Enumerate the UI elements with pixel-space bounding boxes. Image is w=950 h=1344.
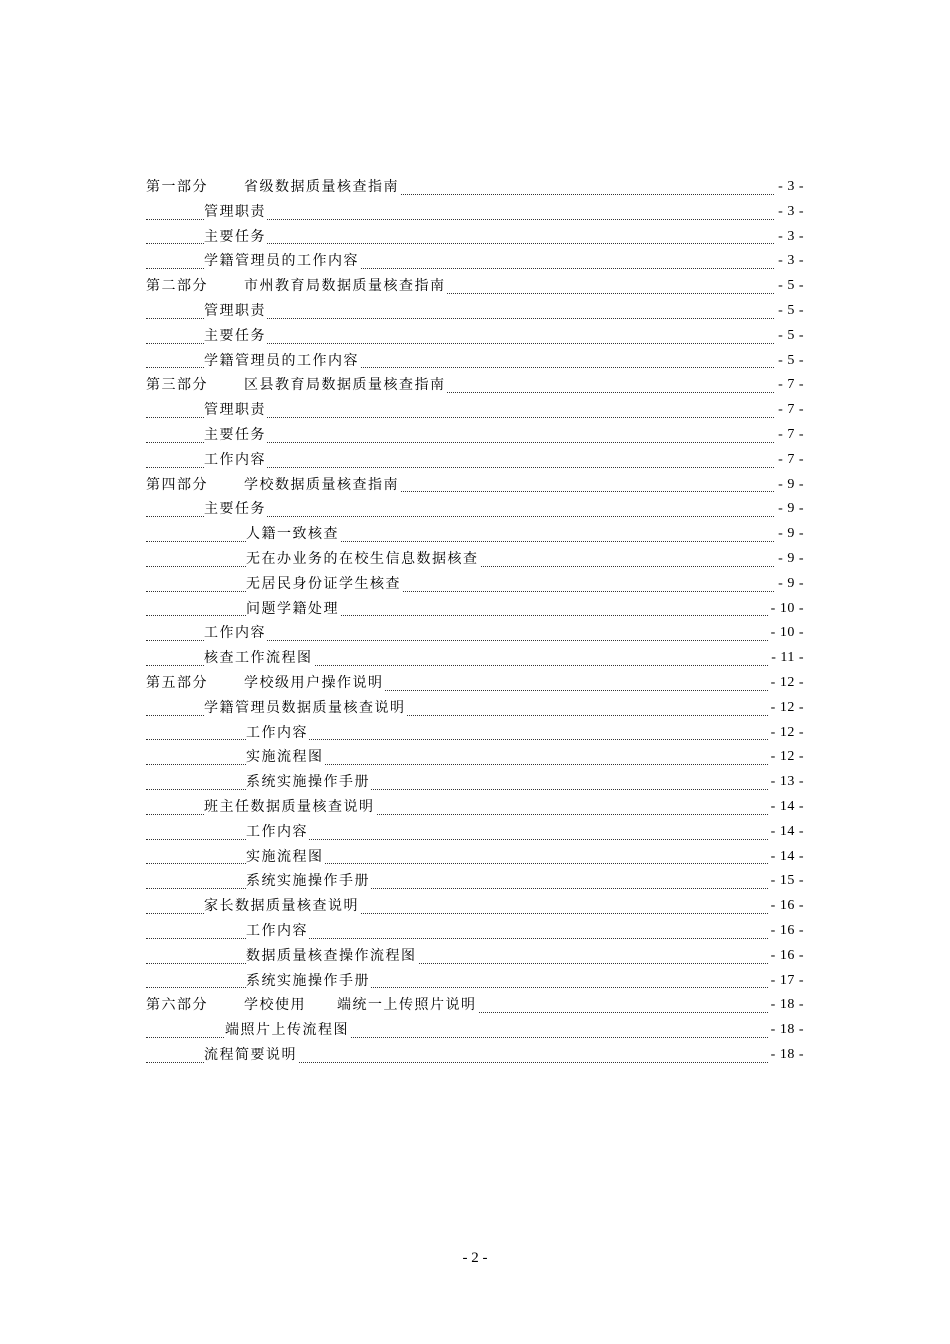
toc-entry-text: 工作内容 xyxy=(204,451,266,468)
toc-entry-title xyxy=(146,473,400,498)
dot-leader xyxy=(146,888,804,889)
toc-entry-text: 核查工作流程图 xyxy=(204,650,313,667)
toc-page-number: - 10 - xyxy=(768,597,804,622)
toc-entry[interactable] xyxy=(0,894,950,919)
toc-page-number: - 12 - xyxy=(768,745,804,770)
toc-page-number: - 5 - xyxy=(775,299,804,324)
toc-entry-text: 管理职责 xyxy=(204,203,266,220)
toc-entry[interactable] xyxy=(0,497,950,522)
toc-entry-title xyxy=(204,696,407,721)
toc-entry-title xyxy=(146,274,447,299)
toc-page-number: - 3 - xyxy=(775,249,804,274)
toc-entry[interactable] xyxy=(0,175,950,200)
toc-entry-text: 主要任务 xyxy=(204,327,266,344)
toc-page-number: - 9 - xyxy=(775,497,804,522)
toc-entry-title xyxy=(204,795,376,820)
toc-entry[interactable] xyxy=(0,820,950,845)
toc-entry[interactable] xyxy=(0,225,950,250)
toc-entry-text: 市州教育局数据质量核查指南 xyxy=(244,278,446,295)
toc-part-label: 第六部分 xyxy=(146,997,208,1014)
dot-leader xyxy=(146,987,804,988)
toc-page-number: - 5 - xyxy=(775,324,804,349)
toc-entry[interactable] xyxy=(0,324,950,349)
toc-page-number: - 10 - xyxy=(768,621,804,646)
toc-entry-text: 系统实施操作手册 xyxy=(246,972,370,989)
toc-entry-title xyxy=(204,200,267,225)
toc-entry[interactable] xyxy=(0,1043,950,1068)
toc-entry-text: 无居民身份证学生核查 xyxy=(246,575,401,592)
toc-entry-text: 学校数据质量核查指南 xyxy=(244,476,399,493)
dot-leader xyxy=(146,615,804,616)
toc-entry-text: 工作内容 xyxy=(204,625,266,642)
toc-entry-title xyxy=(204,423,267,448)
toc-page-number: - 7 - xyxy=(775,373,804,398)
toc-entry-text: 家长数据质量核查说明 xyxy=(204,898,359,915)
toc-entry-text: 工作内容 xyxy=(246,823,308,840)
toc-entry-text: 学校级用户操作说明 xyxy=(244,674,384,691)
toc-page-number: - 16 - xyxy=(768,944,804,969)
toc-entry-title xyxy=(204,497,267,522)
toc-entry-title xyxy=(225,1018,350,1043)
toc-entry[interactable] xyxy=(0,671,950,696)
toc-entry-title xyxy=(146,373,447,398)
toc-entry-title xyxy=(204,249,360,274)
toc-page-number: - 13 - xyxy=(768,770,804,795)
toc-entry-title xyxy=(204,398,267,423)
toc-entry[interactable] xyxy=(0,274,950,299)
toc-page-number: - 16 - xyxy=(768,894,804,919)
toc-entry-text: 主要任务 xyxy=(204,426,266,443)
toc-part-label: 第四部分 xyxy=(146,476,208,493)
toc-entry[interactable] xyxy=(0,547,950,572)
dot-leader xyxy=(146,863,804,864)
toc-entry-title xyxy=(246,547,480,572)
toc-entry-text: 工作内容 xyxy=(246,724,308,741)
toc-entry-text: 主要任务 xyxy=(204,228,266,245)
toc-entry[interactable] xyxy=(0,423,950,448)
toc-page-number: - 18 - xyxy=(768,1018,804,1043)
toc-entry-title xyxy=(246,572,402,597)
toc-entry-title xyxy=(204,646,314,671)
toc-page-number: - 12 - xyxy=(768,721,804,746)
toc-entry-text: 省级数据质量核查指南 xyxy=(244,179,399,195)
toc-entry-text: 无在办业务的在校生信息数据核查 xyxy=(246,550,479,567)
toc-entry-title xyxy=(146,671,385,696)
toc-entry[interactable] xyxy=(0,745,950,770)
toc-entry[interactable] xyxy=(0,621,950,646)
toc-page-number: - 3 - xyxy=(775,200,804,225)
toc-entry-text: 人籍一致核查 xyxy=(246,526,339,543)
dot-leader xyxy=(146,789,804,790)
toc-entry-text: 学籍管理员的工作内容 xyxy=(204,352,359,369)
toc-entry[interactable] xyxy=(0,398,950,423)
toc-entry-text: 问题学籍处理 xyxy=(246,600,339,617)
toc-entry[interactable] xyxy=(0,969,950,994)
toc-page-number: - 9 - xyxy=(775,572,804,597)
toc-page-number: - 18 - xyxy=(768,993,804,1018)
toc-entry[interactable] xyxy=(0,919,950,944)
toc-entry-text: 管理职责 xyxy=(204,302,266,319)
toc-part-label: 第五部分 xyxy=(146,674,208,691)
toc-page-number: - 15 - xyxy=(768,869,804,894)
toc-entry-title xyxy=(246,845,325,870)
toc-entry[interactable] xyxy=(0,944,950,969)
toc-page-number: - 3 - xyxy=(775,225,804,250)
toc-entry-text: 主要任务 xyxy=(204,501,266,518)
toc-entry-text: 流程简要说明 xyxy=(204,1046,297,1063)
toc-entry[interactable] xyxy=(0,795,950,820)
page-number: - 2 - xyxy=(462,1250,488,1266)
dot-leader xyxy=(146,591,804,592)
toc-entry-title xyxy=(246,869,371,894)
toc-entry-title xyxy=(204,448,267,473)
toc-entry-title xyxy=(204,1043,298,1068)
toc-entry[interactable] xyxy=(0,1018,950,1043)
toc-entry-text: 数据质量核查操作流程图 xyxy=(246,947,417,964)
toc-page-number: - 3 - xyxy=(775,175,804,200)
toc-entry-text: 系统实施操作手册 xyxy=(246,774,370,791)
dot-leader xyxy=(146,541,804,542)
toc-entry-title xyxy=(246,721,309,746)
toc-entry-title xyxy=(246,820,309,845)
toc-page-number: - 16 - xyxy=(768,919,804,944)
toc-entry-title xyxy=(146,175,400,200)
toc-entry-text: 学籍管理员数据质量核查说明 xyxy=(204,699,406,716)
toc-entry[interactable] xyxy=(0,845,950,870)
toc-entry[interactable] xyxy=(0,249,950,274)
toc-entry-title xyxy=(204,894,360,919)
toc-entry-text: 管理职责 xyxy=(204,402,266,419)
toc-entry[interactable] xyxy=(0,373,950,398)
toc-entry-title xyxy=(246,522,340,547)
dot-leader xyxy=(146,764,804,765)
toc-entry-text: 端照片上传流程图 xyxy=(225,1022,349,1039)
toc-entry-title xyxy=(246,597,340,622)
toc-page-number: - 5 - xyxy=(775,274,804,299)
toc-entry-title xyxy=(146,993,478,1018)
toc-entry[interactable] xyxy=(0,200,950,225)
toc-entry-text: 实施流程图 xyxy=(246,848,324,865)
dot-leader xyxy=(146,963,804,964)
toc-entry-text: 班主任数据质量核查说明 xyxy=(204,798,375,815)
toc-entry[interactable] xyxy=(0,696,950,721)
toc-entry-text: 学校使用 端统一上传照片说明 xyxy=(244,997,477,1014)
toc-entry-title xyxy=(204,225,267,250)
table-of-contents xyxy=(0,175,950,1068)
toc-page-number: - 7 - xyxy=(775,398,804,423)
toc-entry[interactable] xyxy=(0,448,950,473)
toc-page-number: - 9 - xyxy=(775,522,804,547)
toc-page-number: - 7 - xyxy=(775,448,804,473)
toc-entry[interactable] xyxy=(0,299,950,324)
toc-entry-title xyxy=(246,745,325,770)
toc-entry[interactable] xyxy=(0,646,950,671)
toc-entry-title xyxy=(204,349,360,374)
toc-page-number: - 14 - xyxy=(768,820,804,845)
toc-page-number: - 14 - xyxy=(768,795,804,820)
toc-page-number: - 12 - xyxy=(768,671,804,696)
toc-entry-text: 学籍管理员的工作内容 xyxy=(204,253,359,270)
toc-entry-text: 工作内容 xyxy=(246,922,308,939)
dot-leader xyxy=(146,839,804,840)
toc-entry[interactable] xyxy=(0,770,950,795)
toc-entry-text: 实施流程图 xyxy=(246,749,324,766)
toc-entry[interactable] xyxy=(0,572,950,597)
toc-entry-title xyxy=(246,770,371,795)
toc-page-number: - 9 - xyxy=(775,473,804,498)
toc-part-label: 第三部分 xyxy=(146,377,208,394)
toc-page-number: - 17 - xyxy=(768,969,804,994)
toc-entry-title xyxy=(204,299,267,324)
toc-entry[interactable] xyxy=(0,869,950,894)
toc-entry[interactable] xyxy=(0,993,950,1018)
toc-entry[interactable] xyxy=(0,597,950,622)
toc-entry-text: 区县教育局数据质量核查指南 xyxy=(244,377,446,394)
toc-entry-title xyxy=(204,621,267,646)
toc-entry-title xyxy=(246,969,371,994)
toc-part-label: 第一部分 xyxy=(146,179,208,195)
toc-page-number: - 7 - xyxy=(775,423,804,448)
toc-entry-title xyxy=(204,324,267,349)
dot-leader xyxy=(146,938,804,939)
toc-page-number: - 11 - xyxy=(768,646,804,671)
toc-entry-title xyxy=(246,944,418,969)
toc-page-number: - 5 - xyxy=(775,349,804,374)
toc-entry[interactable] xyxy=(0,721,950,746)
toc-page-number: - 14 - xyxy=(768,845,804,870)
toc-entry[interactable] xyxy=(0,473,950,498)
toc-page-number: - 18 - xyxy=(768,1043,804,1068)
dot-leader xyxy=(146,739,804,740)
toc-part-label: 第二部分 xyxy=(146,278,208,295)
toc-entry[interactable] xyxy=(0,522,950,547)
toc-entry[interactable] xyxy=(0,349,950,374)
toc-entry-text: 系统实施操作手册 xyxy=(246,873,370,890)
toc-page-number: - 9 - xyxy=(775,547,804,572)
toc-page-number: - 12 - xyxy=(768,696,804,721)
toc-entry-title xyxy=(246,919,309,944)
